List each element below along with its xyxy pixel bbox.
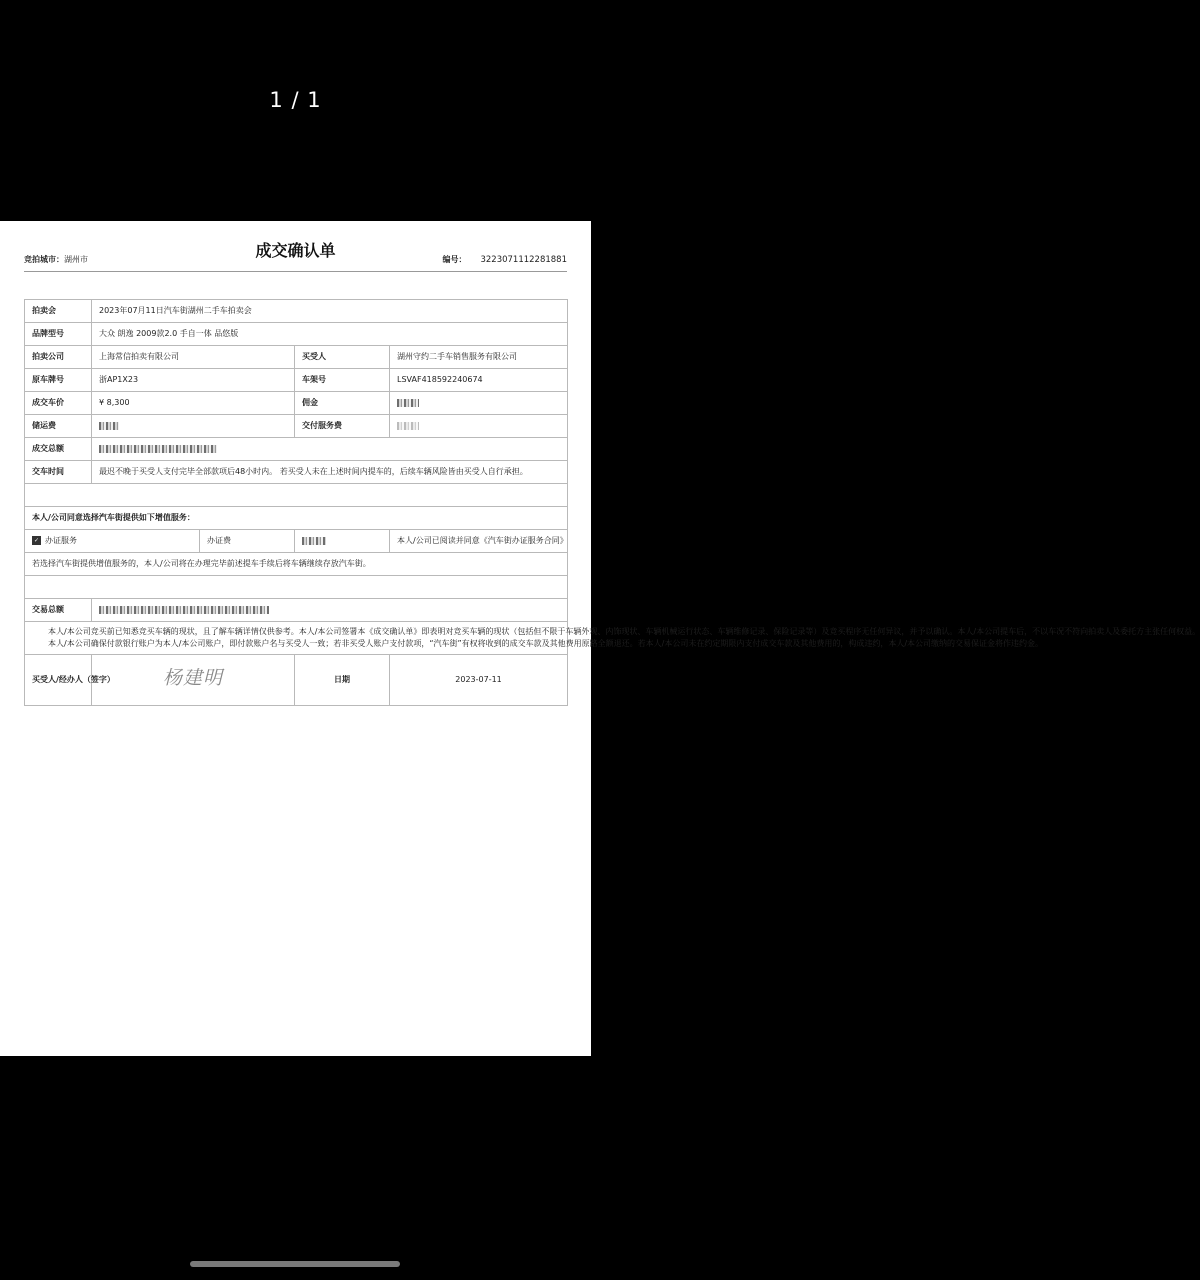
field-value: LSVAF418592240674	[390, 369, 568, 392]
services-heading: 本人/公司同意选择汽车街提供如下增值服务：	[25, 507, 568, 530]
terms-text	[25, 622, 1200, 655]
table-row	[25, 392, 568, 415]
field-label: 车架号	[295, 369, 390, 392]
service-note: 若选择汽车街提供增值服务的，本人/公司将在办理完毕前述提车手续后将车辆继续存放汽车街。	[25, 553, 568, 576]
redacted-mark	[397, 399, 419, 407]
table-row	[25, 461, 568, 484]
table-row-blank	[25, 484, 568, 507]
terms-paragraph: 本人/本公司确保付款银行账户为本人/本公司账户，即付款账户名与买受人一致；若非买受人账户支付款项，“汽车街”有权将收到的成交车款及其他费用原路全额退还。若本人/本公司未在约定期限内支付成交车款及其他费用的，构成违约，本人/本公司缴纳的交易保证金将作违约金。	[48, 639, 1044, 648]
field-value-redacted	[295, 530, 390, 553]
service-contract: 本人/公司已阅读并同意《汽车街办证服务合同》	[390, 530, 568, 553]
field-label: 佣金	[295, 392, 390, 415]
field-label: 交车时间	[25, 461, 92, 484]
redacted-mark	[99, 422, 119, 430]
field-value: ¥ 8,300	[92, 392, 295, 415]
document-number	[442, 254, 567, 265]
auction-city	[24, 254, 88, 265]
table-row	[25, 507, 568, 530]
document-page	[0, 221, 1200, 1056]
table-row	[25, 599, 568, 622]
table-row	[25, 438, 568, 461]
field-value-redacted	[92, 599, 568, 622]
confirmation-table	[24, 299, 1200, 706]
table-row	[25, 553, 568, 576]
service-name: 办证服务	[45, 536, 77, 545]
city-label: 竞拍城市：	[24, 255, 64, 264]
field-label: 储运费	[25, 415, 92, 438]
terms-paragraph: 本人/本公司竞买前已知悉竞买车辆的现状，且了解车辆详情仅供参考。本人/本公司签署本《成交确认单》即表明对竞买车辆的现状（包括但不限于车辆外观、内饰现状、车辆机械运行状态、车辆维修记录、保险记录等）及竞买程序无任何异议，并予以确认。本人/本公司提车后，不以车况不符向拍卖人及委托方主张任何权益。	[48, 627, 1200, 636]
field-value-redacted	[92, 438, 568, 461]
page-counter: 1 / 1	[269, 88, 322, 112]
field-value: 最迟不晚于买受人支付完毕全部款项后48小时内。 若买受人未在上述时间内提车的，后续车辆风险皆由买受人自行承担。	[92, 461, 568, 484]
redacted-mark	[397, 422, 419, 430]
field-label: 买受人	[295, 346, 390, 369]
field-label: 成交车价	[25, 392, 92, 415]
field-label: 原车牌号	[25, 369, 92, 392]
redacted-mark	[99, 606, 269, 614]
date-value: 2023-07-11	[390, 655, 568, 706]
field-label: 拍卖会	[25, 300, 92, 323]
field-value: 2023年07月11日汽车街湖州二手车拍卖会	[92, 300, 568, 323]
field-label: 品牌型号	[25, 323, 92, 346]
signer-label: 买受人/经办人（签字）	[25, 655, 92, 706]
table-row	[25, 530, 568, 553]
field-value: 上海常信拍卖有限公司	[92, 346, 295, 369]
field-label: 办证费	[200, 530, 295, 553]
table-row	[25, 323, 568, 346]
signature-handwriting: 杨建明	[162, 667, 223, 689]
divider	[24, 271, 567, 272]
blank-cell	[25, 484, 568, 507]
checkbox-checked-icon[interactable]: ✓	[33, 537, 40, 544]
field-value-redacted	[390, 392, 568, 415]
table-row	[25, 369, 568, 392]
number-label: 编号：	[442, 255, 467, 264]
field-label: 成交总额	[25, 438, 92, 461]
table-row-blank	[25, 576, 568, 599]
table-row	[25, 300, 568, 323]
table-row	[25, 622, 568, 655]
blank-cell	[25, 576, 568, 599]
city-value: 湖州市	[64, 255, 88, 264]
page-title: 成交确认单	[255, 241, 336, 260]
redacted-mark	[302, 537, 326, 545]
number-value: 3223071112281881	[480, 255, 567, 265]
table-row	[25, 415, 568, 438]
field-value-redacted	[390, 415, 568, 438]
table-row	[25, 655, 568, 706]
field-label: 拍卖公司	[25, 346, 92, 369]
field-value: 大众 朗逸 2009款2.0 手自一体 品悠版	[92, 323, 568, 346]
field-label: 交易总额	[25, 599, 92, 622]
home-indicator[interactable]	[190, 1261, 400, 1267]
signature	[92, 655, 295, 706]
table-row	[25, 346, 568, 369]
field-value-redacted	[92, 415, 295, 438]
service-option[interactable]	[25, 530, 200, 553]
redacted-mark	[99, 445, 217, 453]
field-value: 浙AP1X23	[92, 369, 295, 392]
field-value: 湖州守约二手车销售服务有限公司	[390, 346, 568, 369]
field-label: 交付服务费	[295, 415, 390, 438]
date-label: 日期	[295, 655, 390, 706]
